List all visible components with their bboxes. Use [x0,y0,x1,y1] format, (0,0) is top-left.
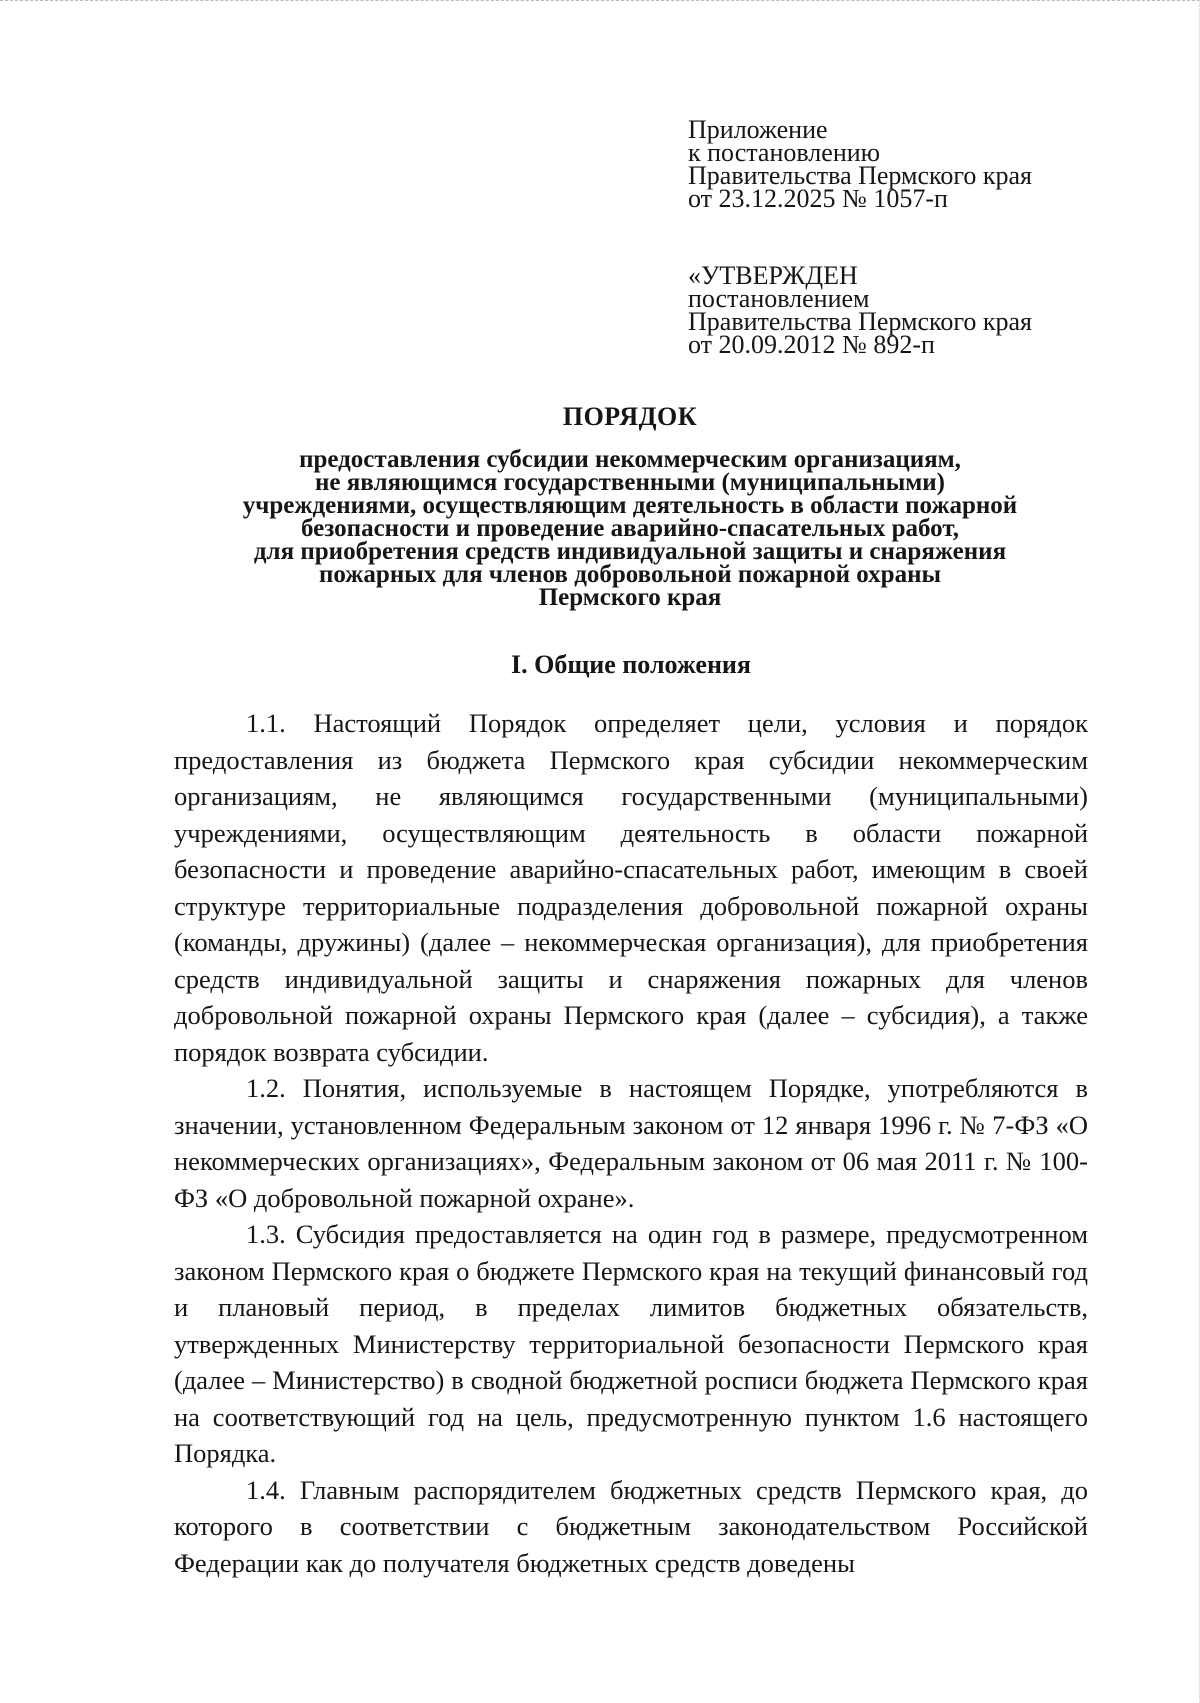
body-text [174,705,1088,1581]
approved-line: от 20.09.2012 № 892-п [688,330,935,359]
scan-top-edge [0,0,1200,3]
document-subtitle [0,448,1200,609]
appendix-line: от 23.12.2025 № 1057-п [688,184,948,213]
subtitle-line: не являющимся государственными (муниципальными) [315,469,945,496]
paragraph-1-1: 1.1. Настоящий Порядок определяет цели, условия и порядок предоставления из бюджета Пермского края субсидии некоммерческим организациям, не являющимся государственными (муниципальными) учреждениями, осуществляющим деятельность в области пожарной безопасности и проведение аварийно-спасательных работ, имеющим в своей структуре территориальные подразделения добровольной пожарной охраны (команды, дружины) (далее – некоммерческая организация), для приобретения средств индивидуальной защиты и снаряжения пожарных для членов добровольной пожарной охраны Пермского края (далее – субсидия), а также порядок возврата субсидии. [174,708,1088,1067]
appendix-block [688,115,1168,213]
approved-line: постановлением [688,284,870,313]
approved-line: «УТВЕРЖДЕН [688,261,858,290]
approved-line: Правительства Пермского края [688,307,1032,336]
paragraph-1-4: 1.4. Главным распорядителем бюджетных средств Пермского края, до которого в соответствии с бюджетным законодательством Российской Федерации как до получателя бюджетных средств доведены [174,1474,1088,1578]
appendix-line: к постановлению [688,138,881,167]
section-heading: I. Общие положения [511,650,751,679]
subtitle-line: Пермского края [538,584,722,611]
approved-block [688,261,1168,359]
paragraph-1-2: 1.2. Понятия, используемые в настоящем Порядке, употребляются в значении, установленном Федеральным законом от 12 января 1996 г. № 7-ФЗ «О некоммерческих организациях», Федеральным законом от 06 мая 2011 г. № 100-ФЗ «О добровольной пожарной охране». [174,1073,1088,1213]
subtitle-line: учреждениями, осуществляющим деятельность в области пожарной [242,492,1018,519]
subtitle-line: пожарных для членов добровольной пожарной охраны [319,561,941,588]
document-title: ПОРЯДОК [562,402,698,431]
paragraph-1-3: 1.3. Субсидия предоставляется на один год в размере, предусмотренном законом Пермского края о бюджете Пермского края на текущий финансовый год и плановый период, в пределах лимитов бюджетных обязательств, утвержденных Министерству территориальной безопасности Пермского края (далее – Министерство) в сводной бюджетной росписи бюджета Пермского края на соответствующий год на цель, предусмотренную пунктом 1.6 настоящего Порядка. [174,1219,1088,1468]
subtitle-line: безопасности и проведение аварийно-спасательных работ, [301,515,959,542]
subtitle-line: для приобретения средств индивидуальной защиты и снаряжения [253,538,1007,565]
appendix-line: Правительства Пермского края [688,161,1032,190]
subtitle-line: предоставления субсидии некоммерческим организациям, [299,446,961,473]
appendix-line: Приложение [688,115,828,144]
